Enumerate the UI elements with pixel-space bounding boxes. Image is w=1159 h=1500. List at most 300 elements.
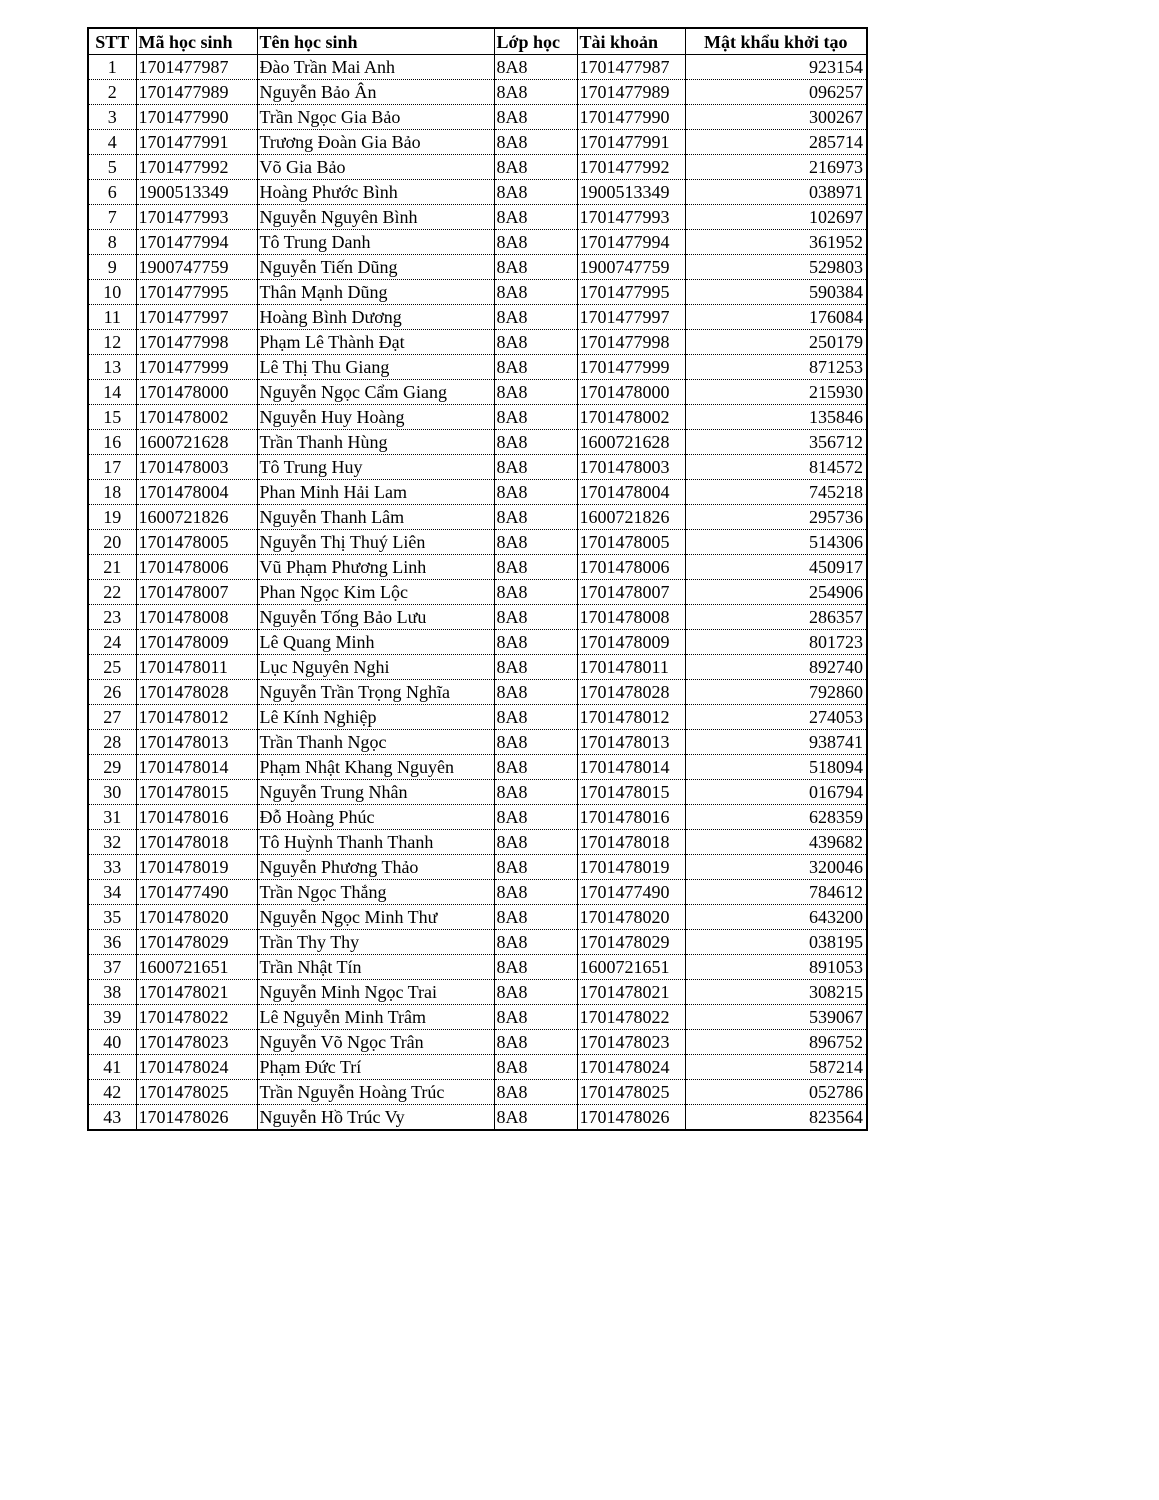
cell-class: 8A8: [494, 580, 577, 605]
cell-student-code: 1701478023: [136, 1030, 257, 1055]
cell-stt: 16: [88, 430, 136, 455]
cell-class: 8A8: [494, 1030, 577, 1055]
cell-initial-password: 518094: [685, 755, 867, 780]
cell-class: 8A8: [494, 1105, 577, 1131]
cell-student-name: Nguyễn Trần Trọng Nghĩa: [257, 680, 494, 705]
cell-student-code: 1701478021: [136, 980, 257, 1005]
cell-class: 8A8: [494, 605, 577, 630]
cell-student-name: Trương Đoàn Gia Bảo: [257, 130, 494, 155]
cell-student-name: Phạm Đức Trí: [257, 1055, 494, 1080]
table-row: [88, 830, 867, 855]
cell-student-name: Trần Thanh Hùng: [257, 430, 494, 455]
cell-initial-password: 891053: [685, 955, 867, 980]
cell-student-code: 1701478014: [136, 755, 257, 780]
cell-initial-password: 792860: [685, 680, 867, 705]
cell-initial-password: 896752: [685, 1030, 867, 1055]
cell-stt: 17: [88, 455, 136, 480]
cell-student-name: Trần Nhật Tín: [257, 955, 494, 980]
cell-student-name: Nguyễn Nguyên Bình: [257, 205, 494, 230]
table-row: [88, 755, 867, 780]
cell-student-code: 1701478005: [136, 530, 257, 555]
cell-student-name: Nguyễn Hồ Trúc Vy: [257, 1105, 494, 1131]
cell-student-code: 1701478029: [136, 930, 257, 955]
table-row: [88, 555, 867, 580]
cell-account: 1900513349: [577, 180, 685, 205]
cell-initial-password: 016794: [685, 780, 867, 805]
cell-student-name: Nguyễn Tống Bảo Lưu: [257, 605, 494, 630]
cell-stt: 40: [88, 1030, 136, 1055]
cell-stt: 30: [88, 780, 136, 805]
table-row: [88, 655, 867, 680]
cell-account: 1701478026: [577, 1105, 685, 1131]
table-row: [88, 405, 867, 430]
cell-student-code: 1701478012: [136, 705, 257, 730]
table-row: [88, 605, 867, 630]
cell-account: 1701478008: [577, 605, 685, 630]
cell-account: 1701478028: [577, 680, 685, 705]
cell-student-name: Nguyễn Bảo Ân: [257, 80, 494, 105]
cell-stt: 27: [88, 705, 136, 730]
cell-student-name: Nguyễn Võ Ngọc Trân: [257, 1030, 494, 1055]
table-row: [88, 630, 867, 655]
cell-account: 1701478000: [577, 380, 685, 405]
table-row: [88, 780, 867, 805]
cell-class: 8A8: [494, 230, 577, 255]
cell-account: 1701478002: [577, 405, 685, 430]
cell-class: 8A8: [494, 130, 577, 155]
cell-stt: 7: [88, 205, 136, 230]
cell-student-code: 1701477991: [136, 130, 257, 155]
cell-class: 8A8: [494, 280, 577, 305]
cell-student-code: 1701478013: [136, 730, 257, 755]
cell-student-code: 1900747759: [136, 255, 257, 280]
cell-account: 1701477989: [577, 80, 685, 105]
cell-account: 1701478020: [577, 905, 685, 930]
cell-stt: 36: [88, 930, 136, 955]
header-account: Tài khoản: [577, 28, 685, 55]
cell-class: 8A8: [494, 355, 577, 380]
cell-initial-password: 320046: [685, 855, 867, 880]
cell-student-code: 1600721651: [136, 955, 257, 980]
table-row: [88, 480, 867, 505]
cell-stt: 38: [88, 980, 136, 1005]
cell-initial-password: 052786: [685, 1080, 867, 1105]
table-row: [88, 55, 867, 80]
cell-student-code: 1701478022: [136, 1005, 257, 1030]
cell-account: 1701477987: [577, 55, 685, 80]
cell-student-name: Trần Thy Thy: [257, 930, 494, 955]
cell-class: 8A8: [494, 830, 577, 855]
cell-class: 8A8: [494, 430, 577, 455]
cell-account: 1701478003: [577, 455, 685, 480]
table-row: [88, 580, 867, 605]
cell-class: 8A8: [494, 155, 577, 180]
cell-stt: 42: [88, 1080, 136, 1105]
cell-initial-password: 135846: [685, 405, 867, 430]
cell-class: 8A8: [494, 855, 577, 880]
cell-account: 1701478007: [577, 580, 685, 605]
cell-student-name: Phan Ngọc Kim Lộc: [257, 580, 494, 605]
cell-class: 8A8: [494, 780, 577, 805]
cell-student-name: Lê Thị Thu Giang: [257, 355, 494, 380]
cell-stt: 3: [88, 105, 136, 130]
cell-account: 1701477995: [577, 280, 685, 305]
table-row: [88, 530, 867, 555]
cell-account: 1701478011: [577, 655, 685, 680]
cell-account: 1900747759: [577, 255, 685, 280]
cell-initial-password: 784612: [685, 880, 867, 905]
cell-student-name: Tô Trung Huy: [257, 455, 494, 480]
cell-account: 1701477997: [577, 305, 685, 330]
cell-class: 8A8: [494, 630, 577, 655]
cell-initial-password: 215930: [685, 380, 867, 405]
cell-initial-password: 250179: [685, 330, 867, 355]
cell-stt: 32: [88, 830, 136, 855]
cell-initial-password: 801723: [685, 630, 867, 655]
cell-student-name: Trần Ngọc Gia Bảo: [257, 105, 494, 130]
cell-stt: 1: [88, 55, 136, 80]
cell-student-code: 1701477998: [136, 330, 257, 355]
table-row: [88, 455, 867, 480]
cell-account: 1701478005: [577, 530, 685, 555]
table-row: [88, 80, 867, 105]
cell-initial-password: 643200: [685, 905, 867, 930]
cell-initial-password: 529803: [685, 255, 867, 280]
cell-initial-password: 938741: [685, 730, 867, 755]
cell-student-code: 1701477989: [136, 80, 257, 105]
cell-stt: 10: [88, 280, 136, 305]
cell-class: 8A8: [494, 55, 577, 80]
cell-student-name: Nguyễn Thị Thuý Liên: [257, 530, 494, 555]
table-row: [88, 330, 867, 355]
cell-account: 1701478022: [577, 1005, 685, 1030]
cell-stt: 24: [88, 630, 136, 655]
cell-student-name: Đỗ Hoàng Phúc: [257, 805, 494, 830]
cell-stt: 29: [88, 755, 136, 780]
cell-stt: 43: [88, 1105, 136, 1131]
header-student-name: Tên học sinh: [257, 28, 494, 55]
cell-stt: 28: [88, 730, 136, 755]
cell-student-name: Nguyễn Ngọc Minh Thư: [257, 905, 494, 930]
cell-student-name: Nguyễn Phương Thảo: [257, 855, 494, 880]
cell-class: 8A8: [494, 380, 577, 405]
table-body: [88, 55, 867, 1131]
cell-initial-password: 096257: [685, 80, 867, 105]
cell-stt: 21: [88, 555, 136, 580]
cell-class: 8A8: [494, 705, 577, 730]
cell-account: 1701477992: [577, 155, 685, 180]
cell-account: 1701478013: [577, 730, 685, 755]
cell-initial-password: 871253: [685, 355, 867, 380]
cell-student-name: Hoàng Bình Dương: [257, 305, 494, 330]
cell-initial-password: 628359: [685, 805, 867, 830]
table-row: [88, 180, 867, 205]
cell-student-name: Nguyễn Ngọc Cẩm Giang: [257, 380, 494, 405]
cell-student-name: Trần Nguyễn Hoàng Trúc: [257, 1080, 494, 1105]
cell-account: 1701478024: [577, 1055, 685, 1080]
cell-class: 8A8: [494, 1055, 577, 1080]
cell-student-code: 1701477995: [136, 280, 257, 305]
cell-initial-password: 439682: [685, 830, 867, 855]
cell-stt: 37: [88, 955, 136, 980]
header-initial-password: Mật khẩu khởi tạo: [685, 28, 867, 55]
table-row: [88, 1005, 867, 1030]
cell-account: 1701478009: [577, 630, 685, 655]
cell-student-name: Nguyễn Thanh Lâm: [257, 505, 494, 530]
cell-student-name: Lê Kính Nghiệp: [257, 705, 494, 730]
cell-account: 1701478014: [577, 755, 685, 780]
cell-student-code: 1701478009: [136, 630, 257, 655]
cell-student-name: Trần Thanh Ngọc: [257, 730, 494, 755]
cell-class: 8A8: [494, 655, 577, 680]
cell-class: 8A8: [494, 730, 577, 755]
cell-stt: 13: [88, 355, 136, 380]
table-row: [88, 305, 867, 330]
cell-account: 1701477993: [577, 205, 685, 230]
cell-class: 8A8: [494, 180, 577, 205]
table-header-row: [88, 28, 867, 55]
cell-class: 8A8: [494, 480, 577, 505]
cell-account: 1600721826: [577, 505, 685, 530]
cell-initial-password: 102697: [685, 205, 867, 230]
cell-class: 8A8: [494, 905, 577, 930]
cell-stt: 31: [88, 805, 136, 830]
cell-student-code: 1701478024: [136, 1055, 257, 1080]
cell-class: 8A8: [494, 880, 577, 905]
cell-class: 8A8: [494, 680, 577, 705]
table-row: [88, 105, 867, 130]
table-row: [88, 730, 867, 755]
cell-initial-password: 295736: [685, 505, 867, 530]
table-row: [88, 380, 867, 405]
header-class: Lớp học: [494, 28, 577, 55]
table-row: [88, 355, 867, 380]
cell-student-code: 1701477992: [136, 155, 257, 180]
cell-student-code: 1701478004: [136, 480, 257, 505]
cell-class: 8A8: [494, 255, 577, 280]
table-row: [88, 280, 867, 305]
cell-student-name: Nguyễn Tiến Dũng: [257, 255, 494, 280]
table-row: [88, 1055, 867, 1080]
table-row: [88, 905, 867, 930]
cell-student-name: Trần Ngọc Thắng: [257, 880, 494, 905]
cell-initial-password: 356712: [685, 430, 867, 455]
table-row: [88, 805, 867, 830]
table-row: [88, 1080, 867, 1105]
cell-class: 8A8: [494, 530, 577, 555]
cell-class: 8A8: [494, 1005, 577, 1030]
cell-stt: 33: [88, 855, 136, 880]
cell-class: 8A8: [494, 405, 577, 430]
cell-account: 1701478021: [577, 980, 685, 1005]
cell-account: 1701478019: [577, 855, 685, 880]
cell-student-code: 1701477997: [136, 305, 257, 330]
cell-stt: 25: [88, 655, 136, 680]
cell-account: 1600721651: [577, 955, 685, 980]
table-row: [88, 705, 867, 730]
cell-initial-password: 254906: [685, 580, 867, 605]
cell-student-code: 1701477993: [136, 205, 257, 230]
cell-initial-password: 590384: [685, 280, 867, 305]
cell-stt: 41: [88, 1055, 136, 1080]
cell-account: 1701477490: [577, 880, 685, 905]
cell-class: 8A8: [494, 755, 577, 780]
cell-class: 8A8: [494, 305, 577, 330]
table-row: [88, 430, 867, 455]
cell-student-code: 1701478008: [136, 605, 257, 630]
cell-stt: 26: [88, 680, 136, 705]
table-row: [88, 505, 867, 530]
cell-student-name: Phan Minh Hải Lam: [257, 480, 494, 505]
table-row: [88, 680, 867, 705]
header-stt: STT: [88, 28, 136, 55]
cell-student-code: 1701478015: [136, 780, 257, 805]
cell-student-name: Hoàng Phước Bình: [257, 180, 494, 205]
cell-student-name: Lê Quang Minh: [257, 630, 494, 655]
cell-student-code: 1701477990: [136, 105, 257, 130]
cell-student-code: 1701478026: [136, 1105, 257, 1131]
cell-student-name: Phạm Lê Thành Đạt: [257, 330, 494, 355]
table-row: [88, 1030, 867, 1055]
cell-account: 1701478023: [577, 1030, 685, 1055]
cell-student-code: 1701478018: [136, 830, 257, 855]
cell-student-code: 1701477490: [136, 880, 257, 905]
cell-student-name: Nguyễn Huy Hoàng: [257, 405, 494, 430]
cell-stt: 15: [88, 405, 136, 430]
cell-student-code: 1701478007: [136, 580, 257, 605]
cell-initial-password: 300267: [685, 105, 867, 130]
cell-initial-password: 361952: [685, 230, 867, 255]
cell-class: 8A8: [494, 1080, 577, 1105]
cell-student-code: 1701477999: [136, 355, 257, 380]
cell-account: 1701477991: [577, 130, 685, 155]
cell-stt: 34: [88, 880, 136, 905]
cell-initial-password: 308215: [685, 980, 867, 1005]
cell-student-code: 1701478011: [136, 655, 257, 680]
table-row: [88, 155, 867, 180]
cell-stt: 23: [88, 605, 136, 630]
cell-class: 8A8: [494, 805, 577, 830]
table-row: [88, 955, 867, 980]
cell-student-code: 1600721826: [136, 505, 257, 530]
cell-account: 1701478018: [577, 830, 685, 855]
cell-stt: 39: [88, 1005, 136, 1030]
cell-initial-password: 274053: [685, 705, 867, 730]
cell-student-code: 1701478003: [136, 455, 257, 480]
cell-initial-password: 286357: [685, 605, 867, 630]
cell-class: 8A8: [494, 80, 577, 105]
cell-stt: 4: [88, 130, 136, 155]
cell-class: 8A8: [494, 555, 577, 580]
cell-initial-password: 450917: [685, 555, 867, 580]
cell-stt: 14: [88, 380, 136, 405]
cell-stt: 8: [88, 230, 136, 255]
cell-account: 1701478016: [577, 805, 685, 830]
cell-student-code: 1701478025: [136, 1080, 257, 1105]
cell-account: 1701478004: [577, 480, 685, 505]
cell-student-name: Tô Huỳnh Thanh Thanh: [257, 830, 494, 855]
cell-student-code: 1701477987: [136, 55, 257, 80]
cell-initial-password: 038195: [685, 930, 867, 955]
cell-student-name: Lục Nguyên Nghi: [257, 655, 494, 680]
cell-stt: 20: [88, 530, 136, 555]
cell-stt: 5: [88, 155, 136, 180]
cell-class: 8A8: [494, 505, 577, 530]
table-row: [88, 1105, 867, 1131]
cell-class: 8A8: [494, 930, 577, 955]
cell-student-name: Vũ Phạm Phương Linh: [257, 555, 494, 580]
cell-account: 1701478006: [577, 555, 685, 580]
student-account-table: [87, 27, 868, 1131]
cell-initial-password: 285714: [685, 130, 867, 155]
cell-account: 1701477994: [577, 230, 685, 255]
cell-student-code: 1701477994: [136, 230, 257, 255]
cell-account: 1701477998: [577, 330, 685, 355]
cell-stt: 18: [88, 480, 136, 505]
cell-class: 8A8: [494, 330, 577, 355]
cell-account: 1701478029: [577, 930, 685, 955]
cell-class: 8A8: [494, 955, 577, 980]
cell-stt: 35: [88, 905, 136, 930]
cell-student-code: 1701478028: [136, 680, 257, 705]
cell-class: 8A8: [494, 205, 577, 230]
cell-student-code: 1900513349: [136, 180, 257, 205]
cell-class: 8A8: [494, 455, 577, 480]
cell-student-name: Đào Trần Mai Anh: [257, 55, 494, 80]
cell-initial-password: 216973: [685, 155, 867, 180]
table-row: [88, 855, 867, 880]
cell-stt: 12: [88, 330, 136, 355]
cell-stt: 2: [88, 80, 136, 105]
cell-student-name: Võ Gia Bảo: [257, 155, 494, 180]
cell-initial-password: 823564: [685, 1105, 867, 1131]
cell-student-name: Tô Trung Danh: [257, 230, 494, 255]
cell-stt: 9: [88, 255, 136, 280]
cell-class: 8A8: [494, 980, 577, 1005]
cell-student-code: 1701478019: [136, 855, 257, 880]
cell-student-name: Phạm Nhật Khang Nguyên: [257, 755, 494, 780]
table-row: [88, 980, 867, 1005]
cell-account: 1600721628: [577, 430, 685, 455]
cell-initial-password: 814572: [685, 455, 867, 480]
cell-initial-password: 745218: [685, 480, 867, 505]
cell-student-name: Thân Mạnh Dũng: [257, 280, 494, 305]
cell-initial-password: 587214: [685, 1055, 867, 1080]
header-student-code: Mã học sinh: [136, 28, 257, 55]
cell-initial-password: 539067: [685, 1005, 867, 1030]
cell-student-code: 1701478002: [136, 405, 257, 430]
cell-stt: 22: [88, 580, 136, 605]
cell-initial-password: 176084: [685, 305, 867, 330]
cell-account: 1701477990: [577, 105, 685, 130]
cell-stt: 6: [88, 180, 136, 205]
cell-account: 1701478012: [577, 705, 685, 730]
cell-student-code: 1701478020: [136, 905, 257, 930]
cell-stt: 19: [88, 505, 136, 530]
cell-initial-password: 892740: [685, 655, 867, 680]
cell-initial-password: 514306: [685, 530, 867, 555]
cell-class: 8A8: [494, 105, 577, 130]
table-row: [88, 205, 867, 230]
cell-stt: 11: [88, 305, 136, 330]
table-row: [88, 255, 867, 280]
cell-account: 1701478025: [577, 1080, 685, 1105]
table-row: [88, 230, 867, 255]
table-row: [88, 930, 867, 955]
cell-student-code: 1600721628: [136, 430, 257, 455]
cell-student-name: Lê Nguyễn Minh Trâm: [257, 1005, 494, 1030]
table-row: [88, 130, 867, 155]
